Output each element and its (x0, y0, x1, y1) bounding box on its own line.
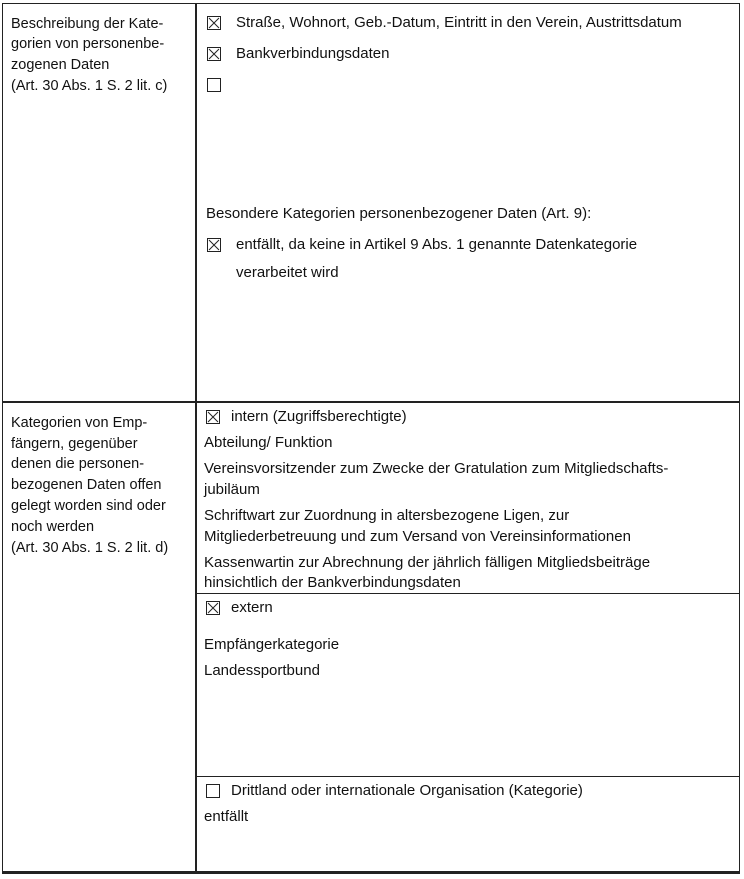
section2-label-line: noch werden (11, 519, 95, 535)
special-categories-heading: Besondere Kategorien personenbezogener Daten (Art. 9): (206, 205, 592, 222)
table-border-right (739, 3, 740, 872)
section1-label-line: zogenen Daten (11, 57, 110, 73)
drittland-value: entfällt (204, 808, 249, 825)
entfaellt-text-line2: verarbeitet wird (236, 264, 339, 281)
entfaellt-text-line1: entfällt, da keine in Artikel 9 Abs. 1 genannte Datenkategorie (236, 236, 638, 253)
section1-label-line: gorien von personenbe- (11, 36, 165, 52)
intern-entry-line: hinsichtlich der Bankverbindungsdaten (204, 574, 461, 591)
table-border-top (2, 3, 740, 4)
section1-label-line: Beschreibung der Kate- (11, 16, 164, 32)
checkbox-empty[interactable] (207, 78, 221, 92)
extern-subheading: Empfängerkategorie (204, 636, 340, 653)
column-divider (195, 3, 197, 872)
extern-value: Landessportbund (204, 662, 320, 679)
intern-entry-line: Mitgliederbetreuung und zum Versand von Vereinsinformationen (204, 528, 631, 545)
intern-entry-line: Vereinsvorsitzender zum Zwecke der Gratulation zum Mitgliedschafts- (204, 460, 669, 477)
section2-label-line: (Art. 30 Abs. 1 S. 2 lit. d) (11, 540, 169, 556)
section1-label-line: (Art. 30 Abs. 1 S. 2 lit. c) (11, 78, 168, 94)
section2-label-line: Kategorien von Emp- (11, 415, 148, 431)
section2-label-line: gelegt worden sind oder (11, 498, 166, 514)
intern-entry-line: Schriftwart zur Zuordnung in altersbezogene Ligen, zur (204, 507, 570, 524)
cross-icon (208, 239, 220, 251)
extern-label: extern (231, 599, 273, 616)
intern-entry-line: jubiläum (204, 481, 260, 498)
checkbox-bankverbindung[interactable] (207, 47, 221, 61)
item-strasse-text: Straße, Wohnort, Geb.-Datum, Eintritt in den Verein, Austrittsdatum (236, 14, 682, 31)
section2-label-line: fängern, gegenüber (11, 436, 138, 452)
intern-entry-line: Kassenwartin zur Abrechnung der jährlich fälligen Mitgliedsbeiträge (204, 554, 651, 571)
cross-icon (208, 17, 220, 29)
row-divider (2, 401, 740, 403)
cross-icon (208, 48, 220, 60)
section2-label-line: denen die personen- (11, 456, 145, 472)
subrow-divider-extern (197, 593, 740, 594)
cross-icon (207, 602, 219, 614)
checkbox-extern[interactable] (206, 601, 220, 615)
checkbox-intern[interactable] (206, 410, 220, 424)
intern-label: intern (Zugriffsberechtigte) (231, 408, 407, 425)
section2-label-line: bezogenen Daten offen (11, 477, 162, 493)
checkbox-entfaellt[interactable] (207, 238, 221, 252)
intern-subheading: Abteilung/ Funktion (204, 434, 333, 451)
item-bankverbindung-text: Bankverbindungsdaten (236, 45, 390, 62)
checkbox-strasse[interactable] (207, 16, 221, 30)
drittland-label: Drittland oder internationale Organisation (Kategorie) (231, 782, 583, 799)
cross-icon (207, 411, 219, 423)
table-border-left (2, 3, 3, 872)
checkbox-drittland[interactable] (206, 784, 220, 798)
table-border-bottom (2, 871, 740, 874)
subrow-divider-drittland (197, 776, 740, 777)
